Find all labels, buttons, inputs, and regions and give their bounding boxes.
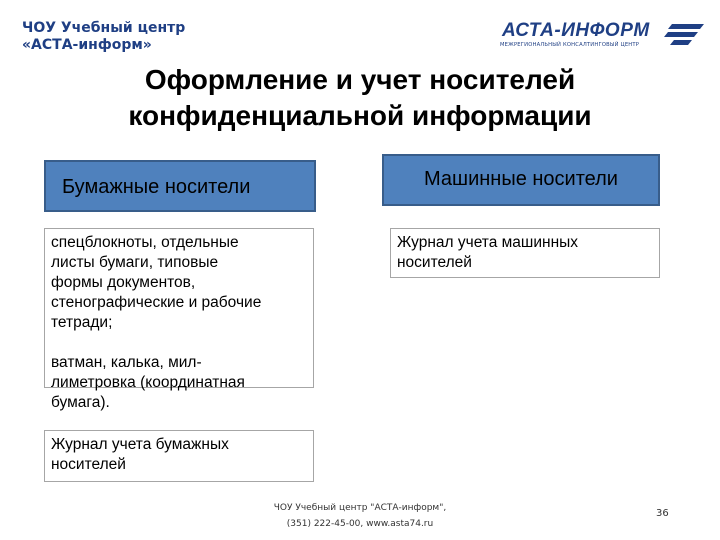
slide-title: [0, 62, 720, 134]
machine-media-journal: [390, 228, 660, 278]
org-line-1: ЧОУ Учебный центр: [22, 20, 186, 36]
paper-item-line: листы бумаги, типовые: [51, 254, 219, 271]
paper-media-list: [44, 228, 314, 411]
logo-stripes-icon: [664, 22, 704, 46]
footer-line-1: ЧОУ Учебный центр "АСТА-информ",: [273, 503, 447, 513]
logo-subtitle: МЕЖРЕГИОНАЛЬНЫЙ КОНСАЛТИНГОВЫЙ ЦЕНТР: [500, 42, 640, 48]
asta-inform-logo: [498, 22, 704, 50]
paper-item-line: ватман, калька, мил-: [51, 354, 202, 371]
title-line-2: конфиденциальной информации: [128, 100, 592, 131]
paper-journal-line: Журнал учета бумажных: [51, 436, 229, 453]
machine-journal-line: носителей: [397, 254, 472, 271]
logo-name: АСТА-ИНФОРМ: [502, 20, 650, 41]
footer-line-2: (351) 222-45-00, www.asta74.ru: [286, 519, 434, 529]
paper-media-header: Бумажные носители: [44, 160, 316, 212]
paper-journal-line: носителей: [51, 456, 126, 473]
footer-contact: [260, 500, 460, 532]
page-number: 36: [656, 508, 669, 519]
paper-media-journal: [44, 430, 314, 482]
paper-item-line: формы документов,: [51, 274, 196, 291]
paper-item-line: тетради;: [51, 314, 113, 331]
paper-item-line: стенографические и рабочие: [51, 294, 262, 311]
machine-journal-line: Журнал учета машинных: [397, 234, 579, 251]
organization-name: [22, 20, 185, 54]
paper-item-line: лиметровка (координатная: [51, 374, 245, 391]
title-line-1: Оформление и учет носителей: [144, 64, 576, 95]
paper-item-line: спецблокноты, отдельные: [51, 234, 239, 251]
paper-item-line: бумага).: [51, 394, 110, 411]
machine-media-header: Машинные носители: [382, 154, 660, 206]
org-line-2: «АСТА-информ»: [22, 37, 152, 53]
